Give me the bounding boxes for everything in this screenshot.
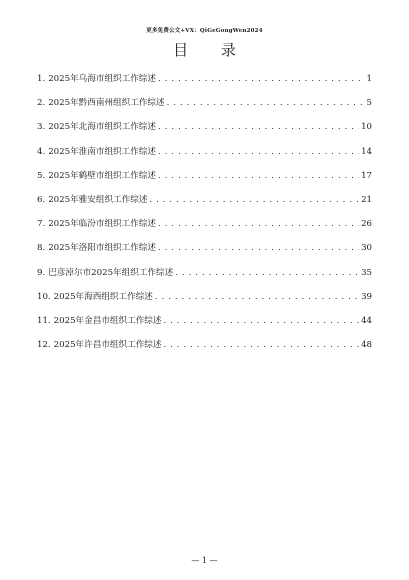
toc-title: 目 录	[173, 41, 250, 59]
toc-entry[interactable]	[37, 338, 372, 362]
toc-leader-dots	[167, 98, 365, 108]
toc-entry-title: 巴彦淖尔市2025年组织工作综述	[48, 267, 174, 278]
toc-entry-title: 2025年北海市组织工作综述	[48, 122, 157, 133]
toc-leader-dots	[175, 268, 359, 278]
toc-leader-dots	[163, 316, 359, 326]
toc-entry-page: 35	[361, 267, 372, 278]
toc-entry-number: 2.	[37, 98, 46, 109]
toc-leader-dots	[149, 195, 359, 205]
toc-entry-title: 2025年淮南市组织工作综述	[48, 146, 157, 157]
toc-entry-page: 17	[361, 170, 372, 181]
toc-entry[interactable]	[37, 241, 372, 265]
toc-entry-number: 5.	[37, 170, 46, 181]
toc-entry-page: 39	[361, 291, 372, 302]
toc-entry-number: 12.	[37, 340, 51, 351]
toc-leader-dots	[158, 171, 359, 181]
toc-entry-number: 6.	[37, 194, 46, 205]
toc-entry-number: 9.	[37, 267, 46, 278]
toc-leader-dots	[163, 340, 359, 350]
toc-entry-title: 2025年乌海市组织工作综述	[48, 74, 157, 84]
toc-entry[interactable]	[37, 290, 372, 314]
toc-entry-page: 1	[366, 74, 372, 84]
toc-entry[interactable]	[37, 217, 372, 241]
toc-entry-number: 7.	[37, 219, 46, 230]
toc-entry-page: 30	[361, 243, 372, 254]
toc-leader-dots	[158, 147, 359, 157]
toc-list	[37, 72, 372, 362]
toc-leader-dots	[158, 74, 365, 84]
toc-entry[interactable]	[37, 193, 372, 217]
toc-entry-title: 2025年海西组织工作综述	[53, 291, 153, 302]
toc-entry-number: 10.	[37, 291, 51, 302]
toc-leader-dots	[158, 243, 359, 253]
toc-entry[interactable]	[37, 169, 372, 193]
toc-entry-title: 2025年临汾市组织工作综述	[48, 219, 157, 230]
toc-entry-page: 10	[361, 122, 372, 133]
toc-entry[interactable]	[37, 314, 372, 338]
toc-entry-title: 2025年黔西南州组织工作综述	[48, 98, 165, 109]
toc-entry-page: 14	[361, 146, 372, 157]
toc-entry[interactable]	[37, 72, 372, 96]
toc-entry-number: 1.	[37, 74, 46, 84]
toc-entry-page: 48	[361, 340, 372, 351]
toc-entry-page: 26	[361, 219, 372, 230]
toc-entry-title: 2025年金昌市组织工作综述	[53, 315, 162, 326]
toc-entry-number: 3.	[37, 122, 46, 133]
toc-entry[interactable]	[37, 120, 372, 144]
toc-entry-title: 2025年鹤壁市组织工作综述	[48, 170, 157, 181]
toc-leader-dots	[155, 292, 359, 302]
toc-entry-page: 5	[366, 98, 372, 109]
header-note: 更多免费公文+VX：QiGeGongWen2024	[146, 28, 263, 34]
toc-entry-page: 44	[361, 315, 372, 326]
toc-entry[interactable]	[37, 266, 372, 290]
toc-entry-title: 2025年雅安组织工作综述	[48, 194, 148, 205]
toc-entry-number: 4.	[37, 146, 46, 157]
toc-entry-number: 8.	[37, 243, 46, 254]
toc-entry[interactable]	[37, 96, 372, 120]
toc-entry-title: 2025年洛阳市组织工作综述	[48, 243, 157, 254]
toc-leader-dots	[158, 122, 359, 132]
footer-page-number: — 1 —	[191, 556, 218, 565]
toc-leader-dots	[158, 219, 359, 229]
toc-entry-page: 21	[361, 194, 372, 205]
toc-entry-number: 11.	[37, 315, 51, 326]
toc-entry-title: 2025年许昌市组织工作综述	[53, 340, 162, 351]
toc-entry[interactable]	[37, 145, 372, 169]
